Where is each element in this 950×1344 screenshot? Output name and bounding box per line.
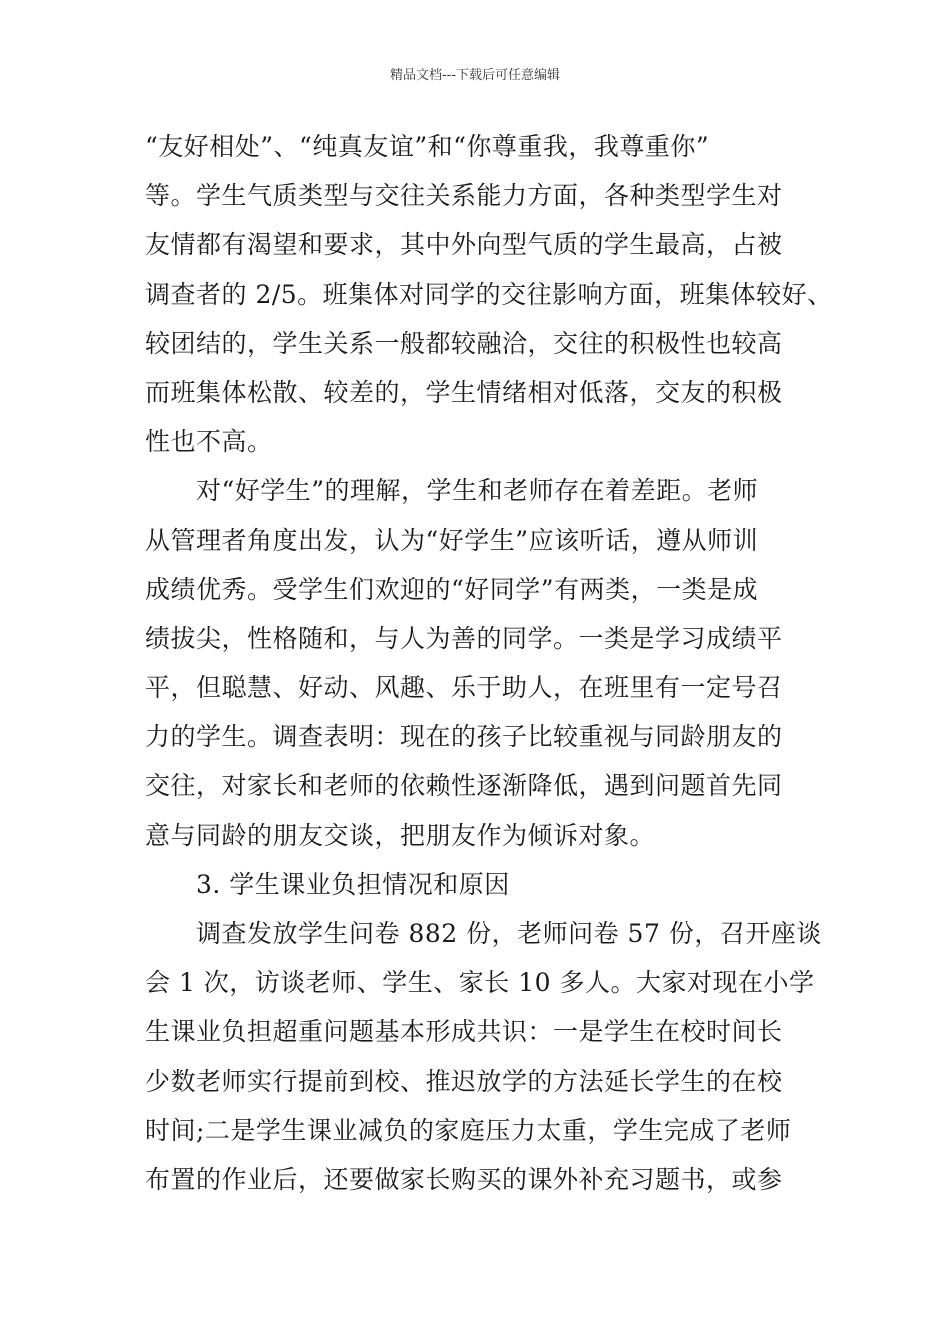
text-line: 会 1 次，访谈老师、学生、家长 10 多人。大家对现在小学 — [145, 968, 815, 998]
text-line: 生课业负担超重问题基本形成共识：一是学生在校时间长 — [145, 1017, 783, 1047]
text-line: 等。学生气质类型与交往关系能力方面，各种类型学生对 — [145, 181, 783, 211]
text-line: 友情都有渴望和要求，其中外向型气质的学生最高，占被 — [145, 230, 783, 260]
text-line: 力的学生。调查表明：现在的孩子比较重视与同龄朋友的 — [145, 722, 783, 752]
text-line: 少数老师实行提前到校、推迟放学的方法延长学生的在校 — [145, 1066, 783, 1096]
text-line: 而班集体松散、较差的，学生情绪相对低落，交友的积极 — [145, 377, 783, 407]
section-heading: 3. 学生课业负担情况和原因 — [145, 869, 510, 899]
text-line: 时间;二是学生课业减负的家庭压力太重，学生完成了老师 — [145, 1115, 792, 1145]
text-line: 性也不高。 — [145, 427, 273, 457]
text-line: 布置的作业后，还要做家长购买的课外补充习题书，或参 — [145, 1164, 783, 1194]
text-line: 调查发放学生问卷 882 份，老师问卷 57 份，召开座谈 — [145, 919, 822, 948]
text-line: 较团结的，学生关系一般都较融洽，交往的积极性也较高 — [145, 328, 783, 358]
page-header: 精品文档---下载后可任意编辑 — [389, 68, 561, 83]
text-line: 调查者的 2/5。班集体对同学的交往影响方面，班集体较好、 — [145, 279, 833, 309]
text-line: 从管理者角度出发，认为“好学生”应该听话，遵从师训 — [145, 525, 759, 555]
text-line: 交往，对家长和老师的依赖性逐渐降低，遇到问题首先同 — [145, 771, 783, 801]
text-line: 意与同龄的朋友交谈，把朋友作为倾诉对象。 — [145, 820, 656, 850]
text-line: 平，但聪慧、好动、风趣、乐于助人，在班里有一定号召 — [145, 673, 783, 703]
text-line: 绩拔尖，性格随和，与人为善的同学。一类是学习成绩平 — [145, 623, 783, 653]
document-body — [145, 122, 850, 1204]
text-line: “友好相处”、“纯真友谊”和“你尊重我，我尊重你” — [145, 132, 710, 161]
text-line: 对“好学生”的理解，学生和老师存在着差距。老师 — [145, 476, 759, 506]
text-line: 成绩优秀。受学生们欢迎的“好同学”有两类，一类是成 — [145, 574, 759, 604]
